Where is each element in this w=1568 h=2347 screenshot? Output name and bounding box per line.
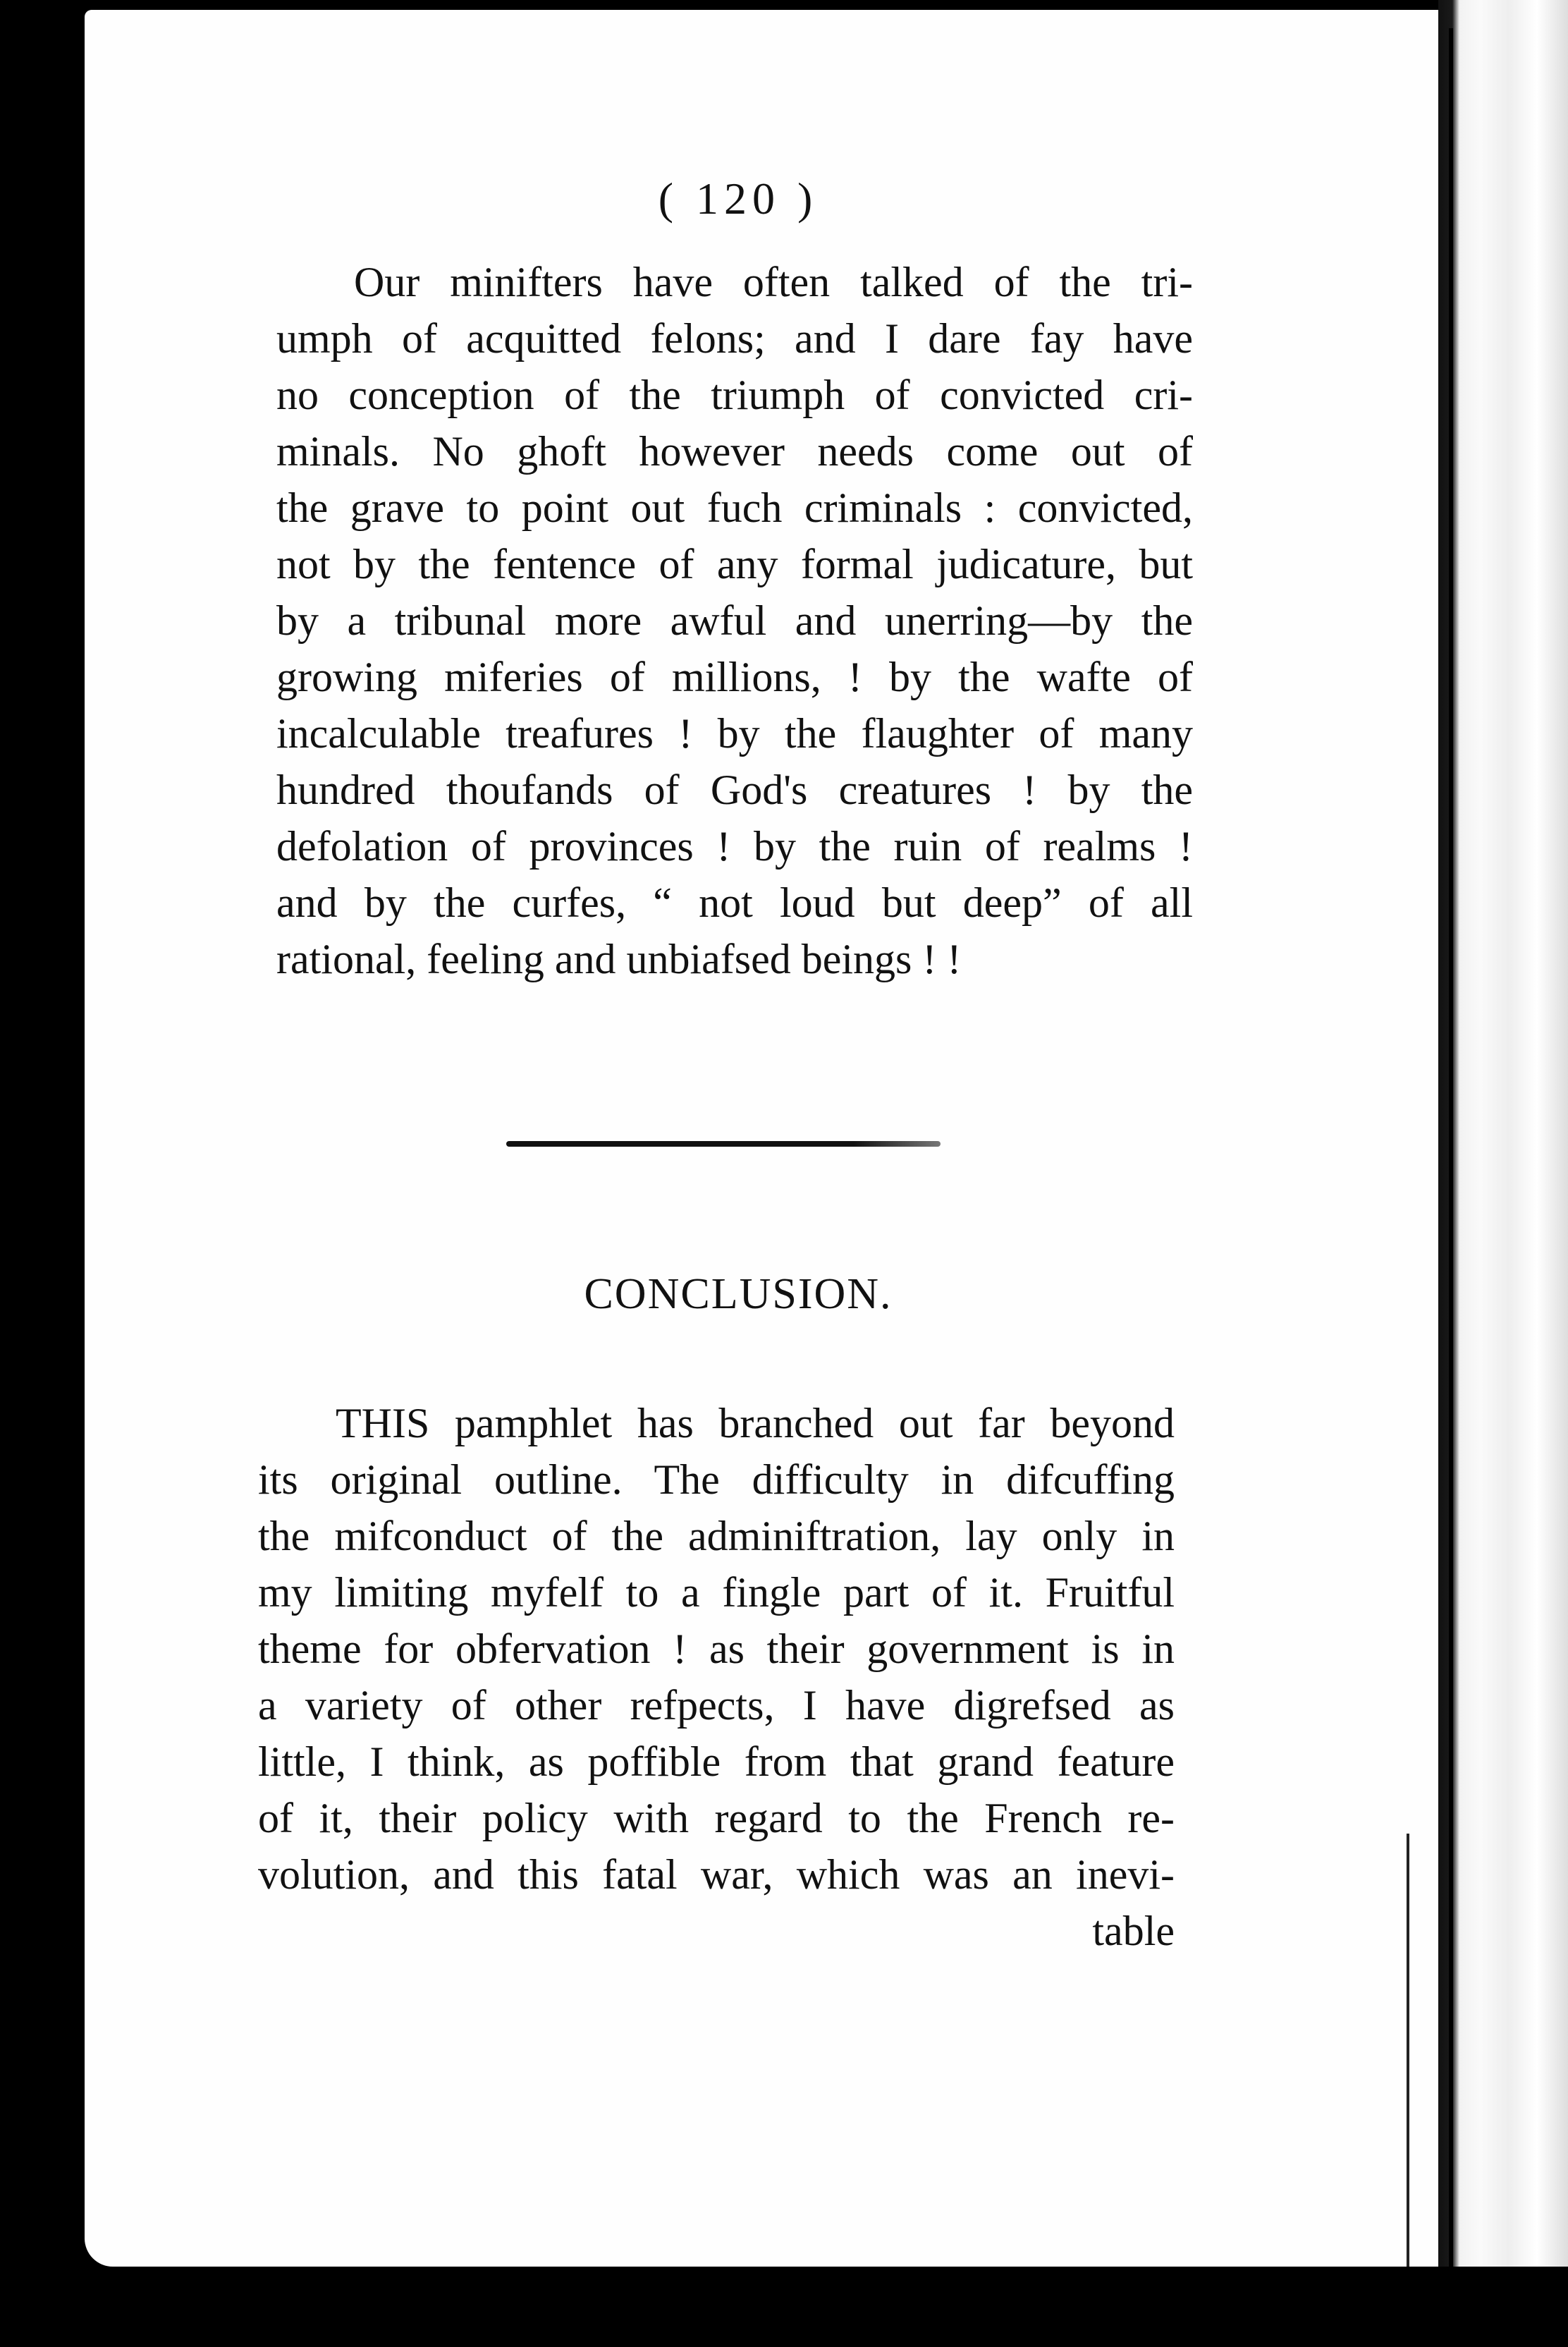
text-line: not by the fentence of any formal judicature, but xyxy=(276,541,1193,587)
page-number: ( 120 ) xyxy=(658,173,819,224)
text-line: the mifconduct of the adminiftration, lay only in xyxy=(258,1513,1175,1559)
text-line: hundred thoufands of God's creatures ! by the xyxy=(276,767,1193,813)
text-line: THIS pamphlet has branched out far beyond xyxy=(336,1400,1175,1446)
text-line: incalculable treafures ! by the flaughter of many xyxy=(276,710,1193,757)
text-line: minals. No ghoft however needs come out of xyxy=(276,428,1193,475)
text-line: no conception of the triumph of convicted cri- xyxy=(276,372,1193,418)
margin-dot xyxy=(3,818,8,824)
text-line: a variety of other refpects, I have digrefsed as xyxy=(258,1682,1175,1729)
margin-mark-foot xyxy=(31,1643,49,1647)
book-spine xyxy=(1438,0,1568,2347)
text-line: by a tribunal more awful and unerring—by the xyxy=(276,597,1193,644)
text-line: growing miferies of millions, ! by the wafte of xyxy=(276,654,1193,700)
scan-bottom-border xyxy=(0,2267,1568,2347)
text-line: its original outline. The difficulty in difcuffing xyxy=(258,1456,1175,1503)
margin-mark xyxy=(31,1590,37,1647)
text-line: defolation of provinces ! by the ruin of realms ! xyxy=(276,823,1193,870)
paragraph-ministers xyxy=(276,254,1193,987)
text-line: theme for obfervation ! as their government is in xyxy=(258,1626,1175,1672)
text-line: and by the curfes, “ not loud but deep” of all xyxy=(276,879,1193,926)
text-line: little, I think, as poffible from that grand feature xyxy=(258,1738,1175,1785)
text-line: rational, feeling and unbiafsed beings ! ! xyxy=(276,936,962,982)
catchword: table xyxy=(1092,1908,1175,1954)
text-line: the grave to point out fuch criminals : convicted, xyxy=(276,484,1193,531)
paragraph-conclusion xyxy=(258,1395,1175,1959)
spine-edge xyxy=(1449,28,1453,2306)
spine-edge-lower xyxy=(1407,1834,1409,2285)
text-line: of it, their policy with regard to the French re- xyxy=(258,1795,1175,1841)
text-line: volution, and this fatal war, which was an inevi- xyxy=(258,1851,1175,1898)
section-heading: CONCLUSION. xyxy=(584,1270,893,1318)
text-line: Our minifters have often talked of the tri- xyxy=(354,259,1193,305)
text-line: my limiting myfelf to a fingle part of it. Fruitful xyxy=(258,1569,1175,1616)
text-line: umph of acquitted felons; and I dare fay have xyxy=(276,315,1193,362)
section-divider-rule xyxy=(506,1141,941,1147)
